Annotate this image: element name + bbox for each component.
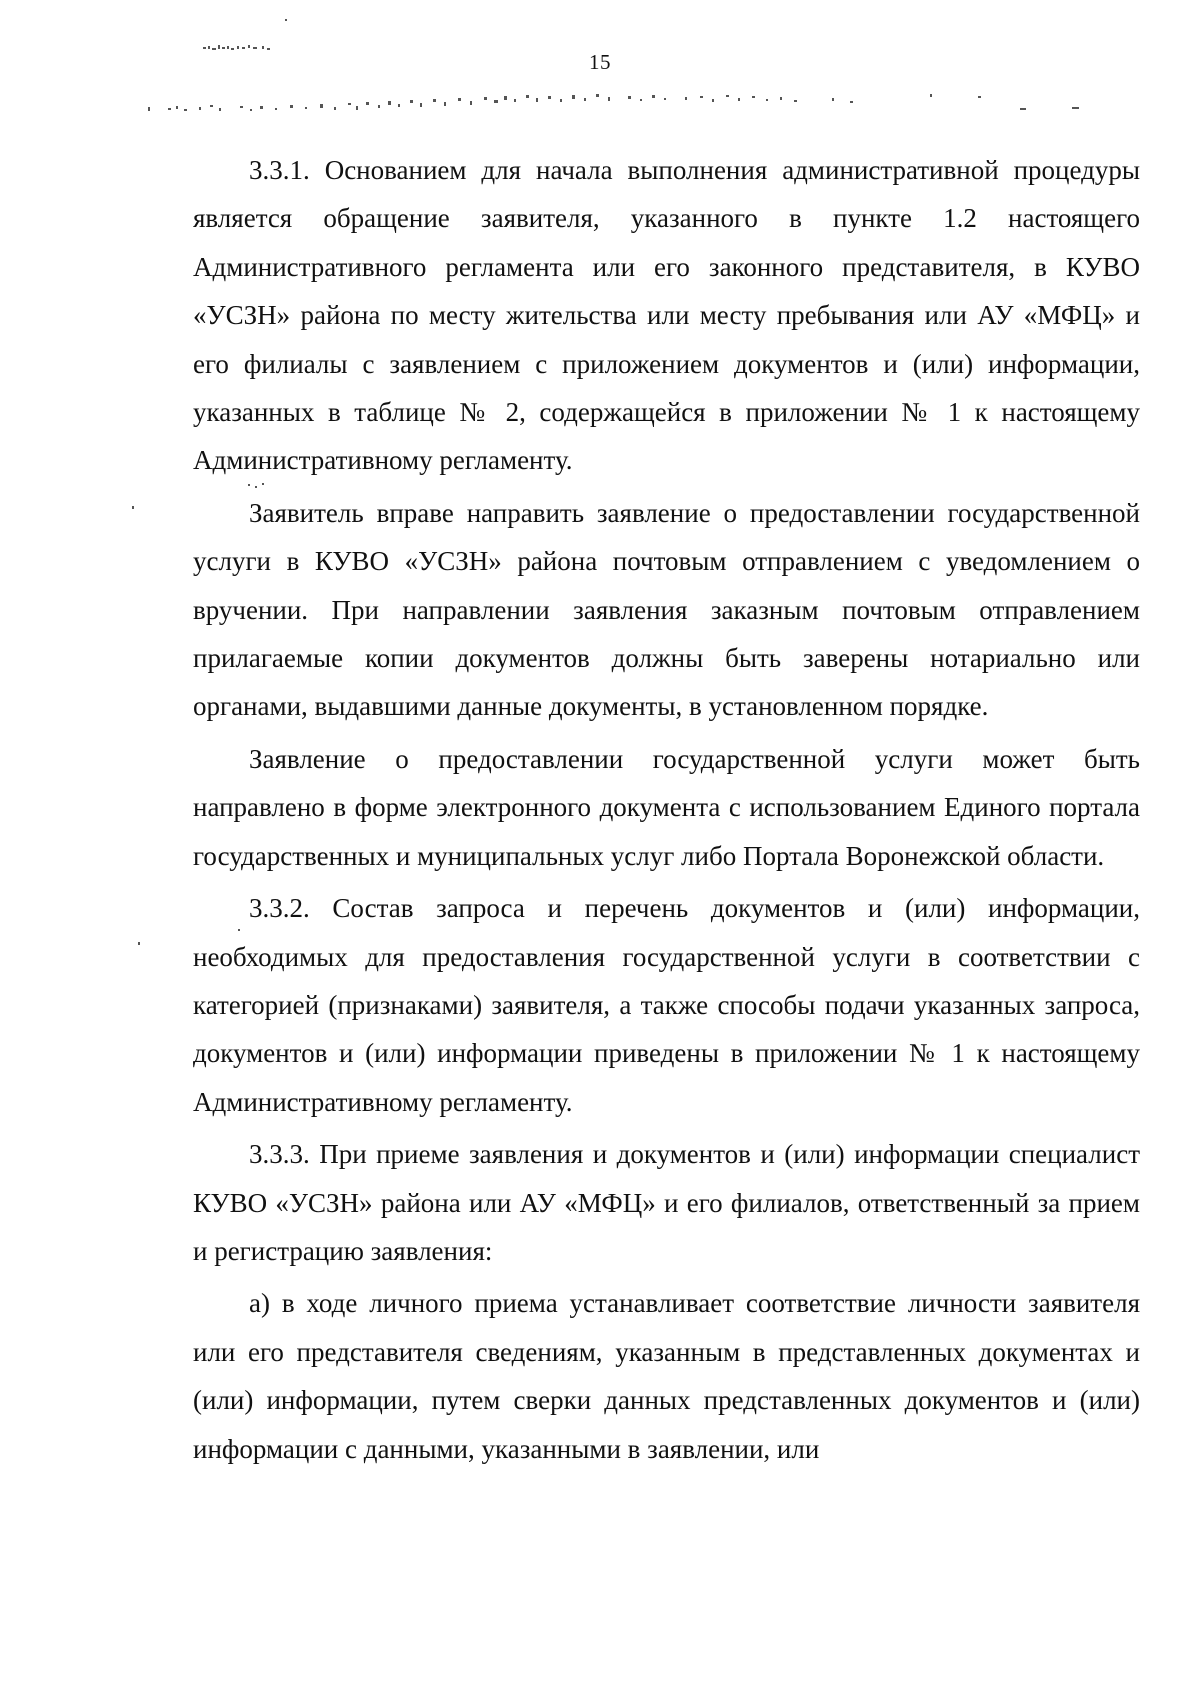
- paragraph-mail-submission: Заявитель вправе направить заявление о предоставлении государственной услуги в КУВО «УСЗН» района почтовым отправлением с уведомлением о вручении. При направлении заявления заказным почтовым отправлением прилагаемые копии документов должны быть заверены нотариально или органами, выдавшими данные документы, в установленном порядке.: [193, 497, 1140, 722]
- paragraph-3-3-2: 3.3.2. Состав запроса и перечень документов и (или) информации, необходимых для предоставления государственной услуги в соответствии с категорией (признаками) заявителя, а также способы подачи указанных запроса, документов и (или) информации приведены в приложении № 1 к настоящему Административному регламенту.: [193, 893, 1140, 1117]
- document-body: [193, 146, 1140, 1473]
- paragraph-electronic-submission: Заявление о предоставлении государственной услуги может быть направлено в форме электронного документа с использованием Единого портала государственных и муниципальных услуг либо Портала Воронежской области.: [193, 743, 1140, 871]
- paragraph-item-a: а) в ходе личного приема устанавливает соответствие личности заявителя или его представителя сведениям, указанным в представленных документах и (или) информации, путем сверки данных представленных документов и (или) информации с данными, указанными в заявлении, или: [193, 1288, 1140, 1464]
- paragraph-3-3-3: 3.3.3. При приеме заявления и документов и (или) информации специалист КУВО «УСЗН» района или АУ «МФЦ» и его филиалов, ответственный за прием и регистрацию заявления:: [193, 1139, 1140, 1266]
- paragraph-3-3-1: 3.3.1. Основанием для начала выполнения административной процедуры является обращение заявителя, указанного в пункте 1.2 настоящего Административного регламента или его законного представителя, в КУВО «УСЗН» района по месту жительства или месту пребывания или АУ «МФЦ» и его филиалы с заявлением с приложением документов и (или) информации, указанных в таблице № 2, содержащейся в приложении № 1 к настоящему Административному регламенту.: [193, 155, 1140, 476]
- page-number: 15: [589, 50, 611, 74]
